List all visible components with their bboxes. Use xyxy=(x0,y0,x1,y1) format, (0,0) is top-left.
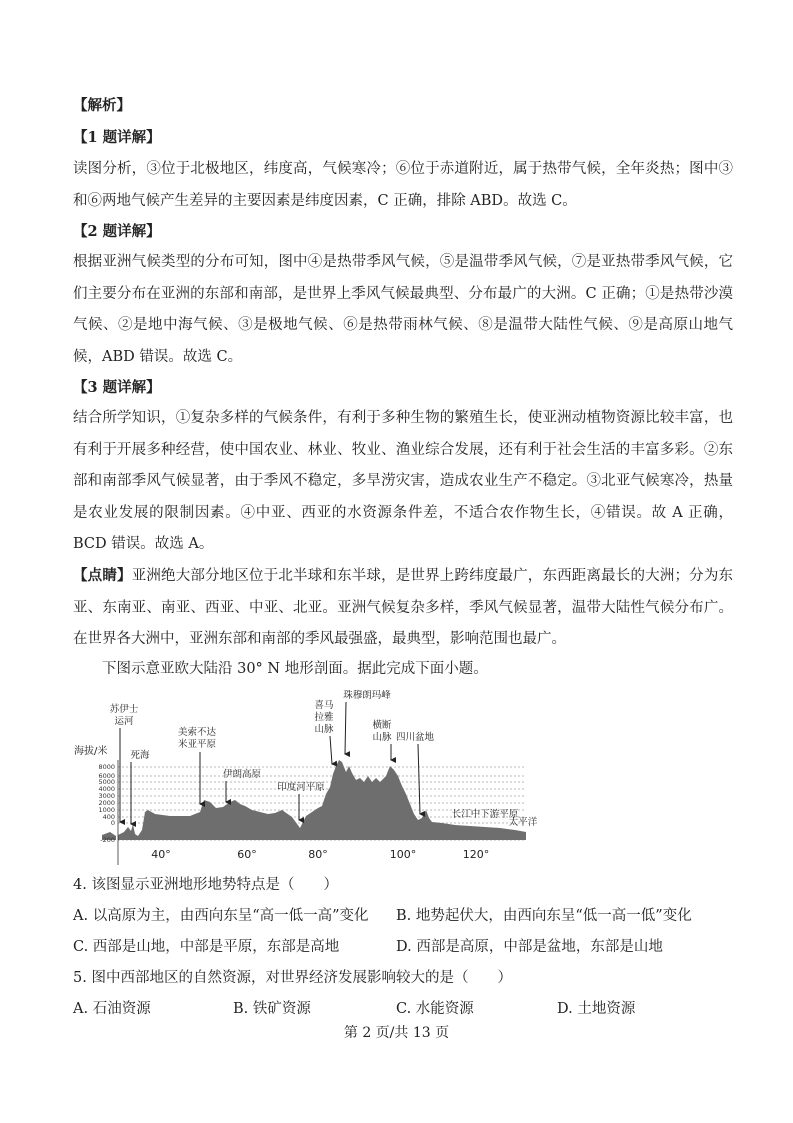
q5-option-c: C. 水能资源 xyxy=(396,1001,474,1017)
q3-explanation: 结合所学知识，①复杂多样的气候条件，有利于多种生物的繁殖生长，使亚洲动植物资源比较丰富，也有利于开展多种经营，使中国农业、林业、牧业、渔业综合发展，还有利于社会生活的丰富多彩。②东部和南部季风气候显著，由于季风不稳定，多旱涝灾害，造成农业生产不稳定。③北亚气候寒冷，热量是农业发展的限制因素。④中亚、西亚的水资源条件差，不适合农作物生长，④错误。故 A 正确，BCD 错误。故选 A。 xyxy=(73,410,733,552)
analysis-heading: 【解析】 xyxy=(73,97,131,114)
q4-option-c: C. 西部是山地，中部是平原，东部是高地 xyxy=(73,939,340,955)
terrain-silhouette xyxy=(118,760,526,840)
x-tick-label: 80° xyxy=(308,848,328,861)
y-tick-label: 3000 xyxy=(98,792,115,800)
label-hengduan: 山脉 xyxy=(372,732,392,743)
q4-options-row-2 xyxy=(73,932,733,963)
label-dead-sea: 死海 xyxy=(130,750,150,761)
label-yangtze-plain: 长江中下游平原 xyxy=(451,809,519,820)
x-tick-label: 40° xyxy=(151,848,171,861)
label-suez: 运河 xyxy=(114,716,134,727)
tip-label: 【点睛】 xyxy=(73,567,132,584)
x-tick-label: 100° xyxy=(389,848,417,861)
q2-heading: 【2 题详解】 xyxy=(73,223,161,240)
q5-stem: 5. 图中西部地区的自然资源，对世界经济发展影响较大的是（ ） xyxy=(73,970,512,986)
tip-paragraph xyxy=(73,560,733,656)
q4-stem: 4. 该图显示亚洲地形地势特点是（ ） xyxy=(73,877,338,893)
q5-option-a: A. 石油资源 xyxy=(73,1001,151,1017)
label-himalaya: 拉雅 xyxy=(314,712,334,723)
label-pacific: 太平洋 xyxy=(508,817,538,828)
label-himalaya: 山脉 xyxy=(314,724,334,735)
q5-options xyxy=(73,994,733,1025)
terrain-profile-figure xyxy=(60,690,540,865)
label-iran-plateau: 伊朗高原 xyxy=(222,769,262,780)
q4-options-row-1 xyxy=(73,901,733,932)
label-himalaya: 喜马 xyxy=(314,700,334,711)
q1-heading: 【1 题详解】 xyxy=(73,129,161,146)
label-everest: 珠穆朗玛峰 xyxy=(343,690,391,701)
x-tick-label: 60° xyxy=(237,848,257,861)
label-indus-plain: 印度河平原 xyxy=(277,782,325,793)
y-tick-label: 8000 xyxy=(98,763,115,771)
q4-option-b: B. 地势起伏大，由西向东呈“低一高一低”变化 xyxy=(396,908,692,924)
y-tick-label: 4000 xyxy=(98,785,115,793)
y-tick-label: 5000 xyxy=(98,778,115,786)
q3-heading: 【3 题详解】 xyxy=(73,379,161,396)
y-tick-label: -200 xyxy=(100,836,115,844)
y-tick-label: 0 xyxy=(110,819,115,827)
x-axis-ticks xyxy=(151,848,489,861)
q1-explanation: 读图分析，③位于北极地区，纬度高，气候寒冷；⑥位于赤道附近，属于热带气候，全年炎热；图中③和⑥两地气候产生差异的主要因素是纬度因素，C 正确，排除 ABD。故选 C。 xyxy=(73,161,733,209)
q5-option-b: B. 铁矿资源 xyxy=(233,1001,311,1017)
label-mesopotamia: 美索不达 xyxy=(177,727,217,738)
x-tick-label: 120° xyxy=(462,848,490,861)
figure-intro: 下图示意亚欧大陆沿 30° N 地形剖面。据此完成下面小题。 xyxy=(102,661,488,677)
q4-option-a: A. 以高原为主，由西向东呈“高一低一高”变化 xyxy=(73,908,369,924)
y-tick-label: 400 xyxy=(102,813,115,821)
y-axis-label: 海拔/米 xyxy=(74,746,108,757)
q5-option-d: D. 土地资源 xyxy=(557,1001,636,1017)
label-hengduan: 横断 xyxy=(372,720,392,731)
y-axis-ticks xyxy=(98,763,115,844)
q4-option-d: D. 西部是高原，中部是盆地，东部是山地 xyxy=(396,939,663,955)
y-tick-label: 1000 xyxy=(98,806,115,814)
y-tick-label: 6000 xyxy=(98,772,115,780)
label-mesopotamia: 米亚平原 xyxy=(177,739,217,750)
q2-explanation: 根据亚洲气候类型的分布可知，图中④是热带季风气候，⑤是温带季风气候，⑦是亚热带季风气候，它们主要分布在亚洲的东部和南部，是世界上季风气候最典型、分布最广的大洲。C 正确；①是热带沙漠气候、②是地中海气候、③是极地气候、⑥是热带雨林气候、⑧是温带大陆性气候、⑨是高原山地气候，ABD 错误。故选 C。 xyxy=(73,254,733,365)
label-sichuan-basin: 四川盆地 xyxy=(395,732,435,743)
y-tick-label: 2000 xyxy=(98,799,115,807)
page-footer: 第 2 页/共 13 页 xyxy=(343,1025,450,1041)
label-suez: 苏伊士 xyxy=(109,704,139,715)
tip-text: 亚洲绝大部分地区位于北半球和东半球，是世界上跨纬度最广，东西距离最长的大洲；分为东亚、东南亚、南亚、西亚、中亚、北亚。亚洲气候复杂多样，季风气候显著，温带大陆性气候分布广。在世界各大洲中，亚洲东部和南部的季风最强盛，最典型，影响范围也最广。 xyxy=(73,568,734,647)
